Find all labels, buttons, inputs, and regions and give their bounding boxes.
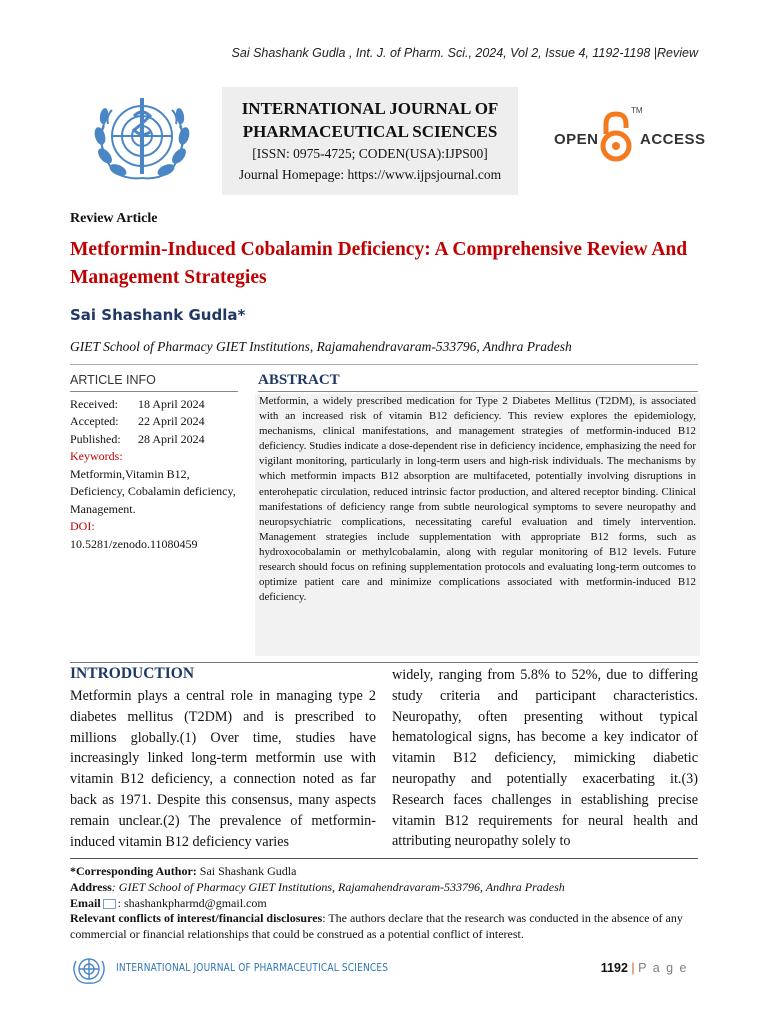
article-info-header: ARTICLE INFO <box>70 372 238 392</box>
accepted-date: 22 April 2024 <box>138 414 205 428</box>
published-row <box>70 431 238 449</box>
journal-name-line1: INTERNATIONAL JOURNAL OF <box>241 99 499 118</box>
journal-homepage-link[interactable]: Journal Homepage: https://www.ijpsjournal.com <box>238 167 502 182</box>
received-row <box>70 396 238 414</box>
introduction-right-column: widely, ranging from 5.8% to 52%, due to differing study criteria and participant characteristics. Neuropathy, often presenting without typical hematological signs, has become a key indicator of vitamin B12 deficiency, mimicking diabetic neuropathy and potentially exacerbating it.(3) Research faces challenges in establishing precise vitamin B12 requirements for neural health and attributing neuropathy solely to <box>392 667 698 850</box>
address-text: : GIET School of Pharmacy GIET Institutions, Rajamahendravaram-533796, Andhra Pradesh <box>111 880 565 894</box>
paper-title: Metformin-Induced Cobalamin Deficiency: A Comprehensive Review And Management Strategies <box>70 239 688 288</box>
author-name: Sai Shashank Gudla* <box>70 306 246 324</box>
page-number <box>601 961 688 975</box>
published-date: 28 April 2024 <box>138 431 205 446</box>
article-info <box>70 372 238 553</box>
doi-label: DOI: <box>70 519 95 533</box>
author-email <box>70 896 700 912</box>
open-access-logo <box>550 104 706 164</box>
footer-emblem-icon <box>70 952 108 986</box>
accepted-row <box>70 413 238 431</box>
author-affiliation: GIET School of Pharmacy GIET Institutions, Rajamahendravaram-533796, Andhra Pradesh <box>70 339 572 354</box>
abstract-box <box>255 394 700 656</box>
open-access-access-text: ACCESS <box>640 131 706 148</box>
divider <box>70 364 698 365</box>
abstract-header: ABSTRACT <box>258 372 340 388</box>
abstract-text: Metformin, a widely prescribed medication for Type 2 Diabetes Mellitus (T2DM), is associated with an increased risk of vitamin B12 deficiency. This review explores the epidemiology, mechanisms, clinical manifestations, and management strategies of metformin-induced B12 deficiency. Studies indicate a dose-dependent rise in deficiency incidence, emphasizing the need for vigilant monitoring, particularly in long-term users and high-risk individuals. The mechanisms by which metformin impacts B12 absorption are multifaceted, potentially involving disruptions in enterohepatic circulation, reduced intrinsic factor production, and altered receptor binding. Clinical manifestations of deficiency range from subtle neurological symptoms to severe neuropathy and neuropsychiatric complications, necessitating careful evaluation and timely intervention. Management strategies include supplementation with appropriate B12 forms, such as hydroxocobalamin or methylcobalamin, along with regular monitoring of B12 levels. Future research should focus on refining supplementation protocols and evaluating long-term outcomes to optimize patient care and minimize complications associated with metformin-induced B12 deficiency. <box>259 395 696 604</box>
mail-icon <box>103 899 116 909</box>
un-emblem-icon <box>78 86 206 186</box>
address-label: Address <box>70 880 112 894</box>
author-address <box>70 880 700 896</box>
open-access-open-text: OPEN <box>554 131 599 148</box>
received-date: 18 April 2024 <box>138 396 205 411</box>
masthead <box>70 86 706 196</box>
divider <box>70 858 698 859</box>
conflict-text: : The authors declare that the research was conducted in the absence of any commercial or financial relationships that could be construed as a potential conflict of interest. <box>70 911 683 941</box>
open-lock-icon <box>598 110 634 162</box>
page-separator: | <box>627 961 639 975</box>
email-label: Email <box>70 896 101 910</box>
email-link[interactable]: : shashankpharmd@gmail.com <box>117 896 267 910</box>
doi-link[interactable]: 10.5281/zenodo.11080459 <box>70 536 198 551</box>
keywords-list: Metformin,Vitamin B12, Deficiency, Cobalamin deficiency, Management. <box>70 466 236 516</box>
conflict-label: Relevant conflicts of interest/financial disclosures <box>70 911 323 925</box>
corresponding-label: *Corresponding Author: <box>70 864 197 878</box>
page-word: P a g e <box>638 961 688 975</box>
published-label: Published: <box>70 431 121 446</box>
trademark-label: TM <box>631 106 643 115</box>
divider <box>70 662 698 663</box>
conflict-statement <box>70 911 700 942</box>
journal-title-box <box>222 87 518 195</box>
introduction-left-column: Metformin plays a central role in managing type 2 diabetes mellitus (T2DM) and is prescribed to millions globally.(1) Over time, studies have increasingly linked long-term metformin use with vitamin B12 deficiency, a connection noted as far back as 1971. Despite this consensus, many aspects remain unclear.(2) The prevalence of metformin-induced vitamin B12 deficiency varies <box>70 688 376 850</box>
divider <box>258 391 698 392</box>
corresponding-author <box>70 864 700 880</box>
page-number-value: 1192 <box>600 961 628 975</box>
footer-journal-name: INTERNATIONAL JOURNAL OF PHARMACEUTICAL SCIENCES <box>116 961 389 974</box>
accepted-label: Accepted: <box>70 414 119 428</box>
running-head: Sai Shashank Gudla , Int. J. of Pharm. Sci., 2024, Vol 2, Issue 4, 1192-1198 |Review <box>231 46 698 60</box>
article-type: Review Article <box>70 211 158 226</box>
received-label: Received: <box>70 396 118 411</box>
keywords-label: Keywords: <box>70 449 123 463</box>
journal-name-line2: PHARMACEUTICAL SCIENCES <box>242 122 498 141</box>
page-footer <box>70 952 698 986</box>
journal-issn: [ISSN: 0975-4725; CODEN(USA):IJPS00] <box>252 146 488 161</box>
corresponding-name: Sai Shashank Gudla <box>196 864 297 878</box>
introduction-header: INTRODUCTION <box>70 665 195 682</box>
